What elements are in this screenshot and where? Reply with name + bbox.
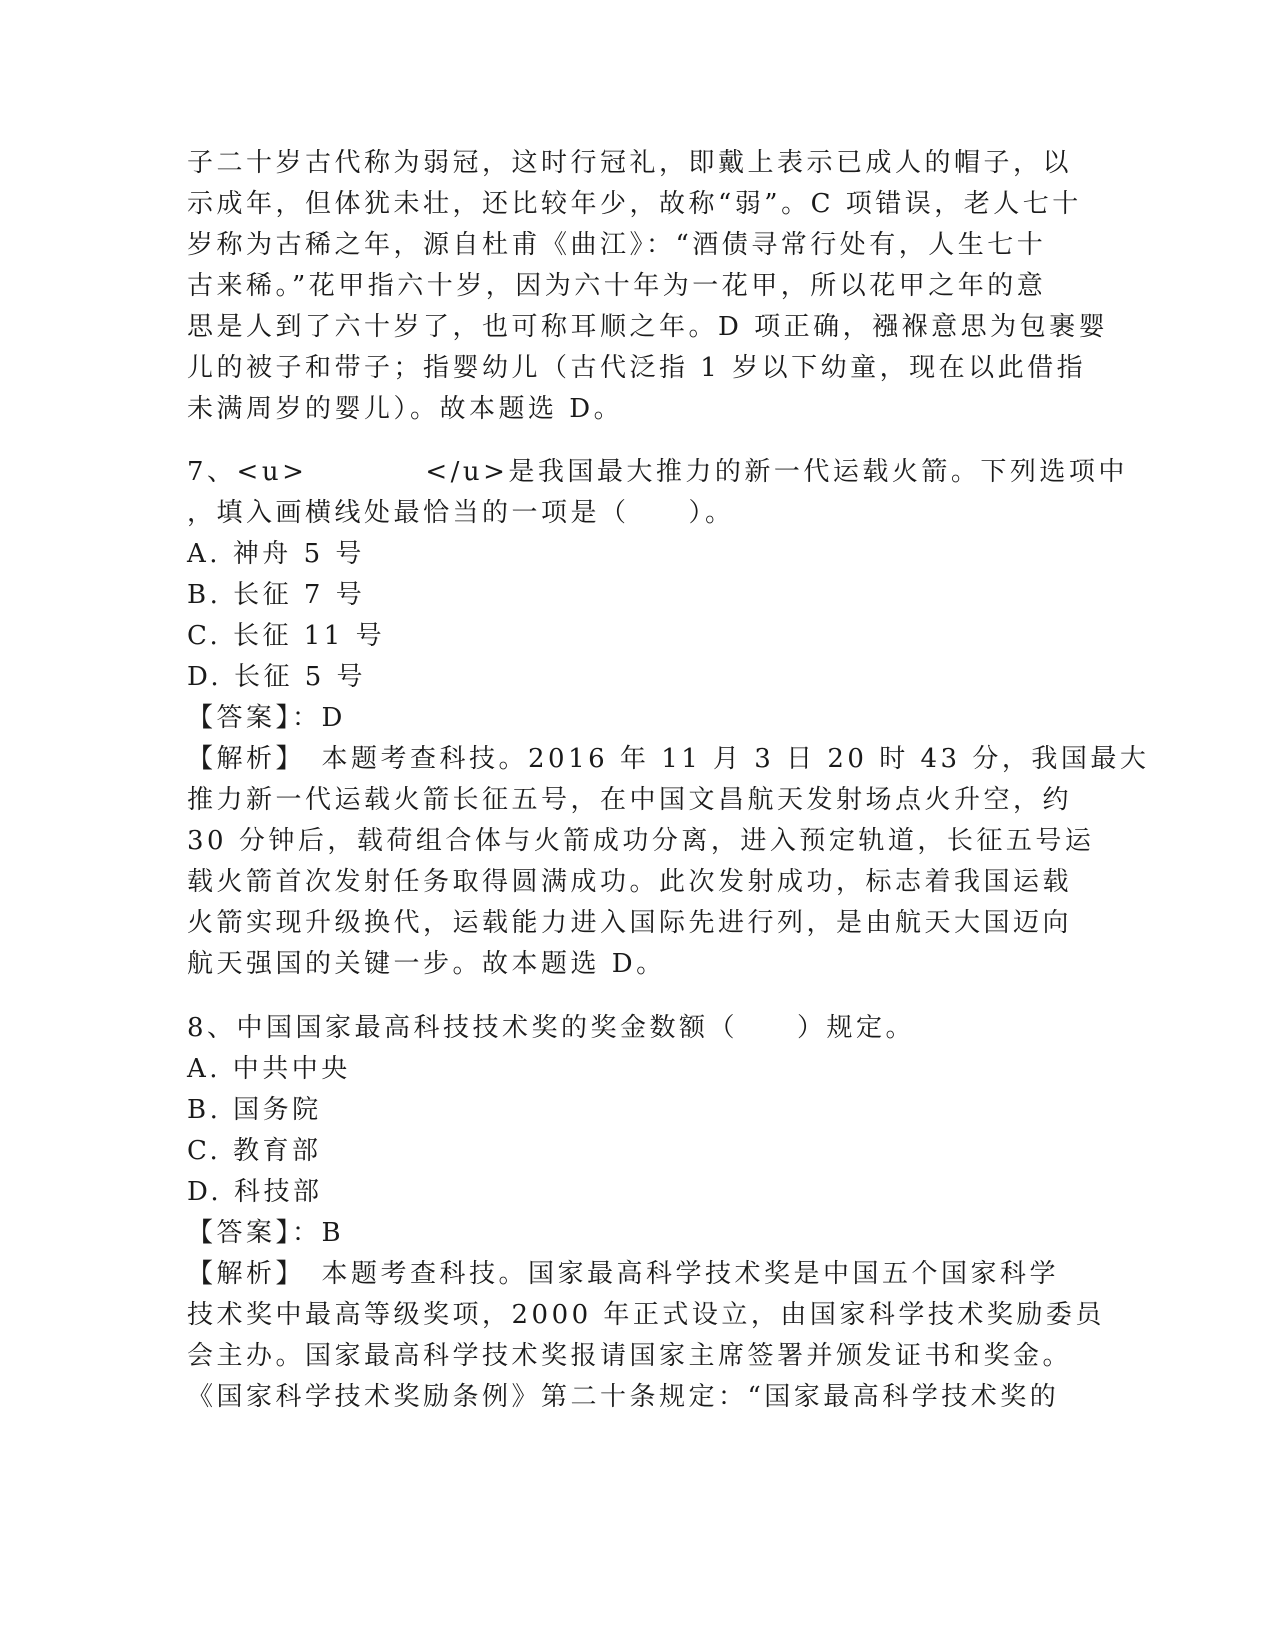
question-8-option-c: C. 教育部 [187, 1136, 322, 1166]
text-line: 子二十岁古代称为弱冠，这时行冠礼，即戴上表示已成人的帽子，以 [187, 148, 1073, 178]
text-line: 载火箭首次发射任务取得圆满成功。此次发射成功，标志着我国运载 [187, 867, 1073, 897]
question-8-option-a: A. 中共中央 [187, 1054, 351, 1084]
text-line: 示成年，但体犹未壮，还比较年少，故称“弱”。C 项错误，老人七十 [187, 189, 1082, 219]
text-line: 会主办。国家最高科学技术奖报请国家主席签署并颁发证书和奖金。 [187, 1341, 1073, 1371]
question-8-analysis: 【解析】 本题考查科技。国家最高科学技术奖是中国五个国家科学 [187, 1259, 1060, 1289]
question-7-answer: 【答案】：D [187, 703, 346, 733]
text-line: 岁称为古稀之年，源自杜甫《曲江》：“酒债寻常行处有，人生七十 [187, 230, 1047, 260]
text-line: 古来稀。”花甲指六十岁，因为六十年为一花甲，所以花甲之年的意 [187, 271, 1047, 301]
question-7-analysis: 【解析】 本题考查科技。2016 年 11 月 3 日 20 时 43 分，我国最大 [187, 744, 1150, 774]
text-line: 30 分钟后，载荷组合体与火箭成功分离，进入预定轨道，长征五号运 [187, 826, 1095, 856]
question-7-option-a: A. 神舟 5 号 [187, 539, 365, 569]
question-7-stem-continued: ，填入画横线处最恰当的一项是（ ）。 [187, 498, 735, 528]
text-line: 技术奖中最高等级奖项，2000 年正式设立，由国家科学技术奖励委员 [187, 1300, 1105, 1330]
text-line: 未满周岁的婴儿）。故本题选 D。 [187, 394, 624, 424]
text-line: 儿的被子和带子；指婴幼儿（古代泛指 1 岁以下幼童，现在以此借指 [187, 353, 1087, 383]
question-8-answer: 【答案】：B [187, 1218, 345, 1248]
question-7-option-d: D. 长征 5 号 [187, 662, 367, 692]
question-8-option-d: D. 科技部 [187, 1177, 323, 1207]
text-line: 推力新一代运载火箭长征五号，在中国文昌航天发射场点火升空，约 [187, 785, 1073, 815]
text-line: 《国家科学技术奖励条例》第二十条规定：“国家最高科学技术奖的 [187, 1382, 1060, 1412]
text-line: 航天强国的关键一步。故本题选 D。 [187, 949, 666, 979]
question-7-stem: 7、<u> </u>是我国最大推力的新一代运载火箭。下列选项中 [187, 457, 1128, 487]
question-8-stem: 8、中国国家最高科技技术奖的奖金数额（ ）规定。 [187, 1013, 916, 1043]
text-line: 火箭实现升级换代，运载能力进入国际先进行列，是由航天大国迈向 [187, 908, 1073, 938]
question-7-option-b: B. 长征 7 号 [187, 580, 366, 610]
text-line: 思是人到了六十岁了，也可称耳顺之年。D 项正确，襁褓意思为包裹婴 [187, 312, 1109, 342]
question-8-option-b: B. 国务院 [187, 1095, 322, 1125]
question-7-option-c: C. 长征 11 号 [187, 621, 386, 651]
